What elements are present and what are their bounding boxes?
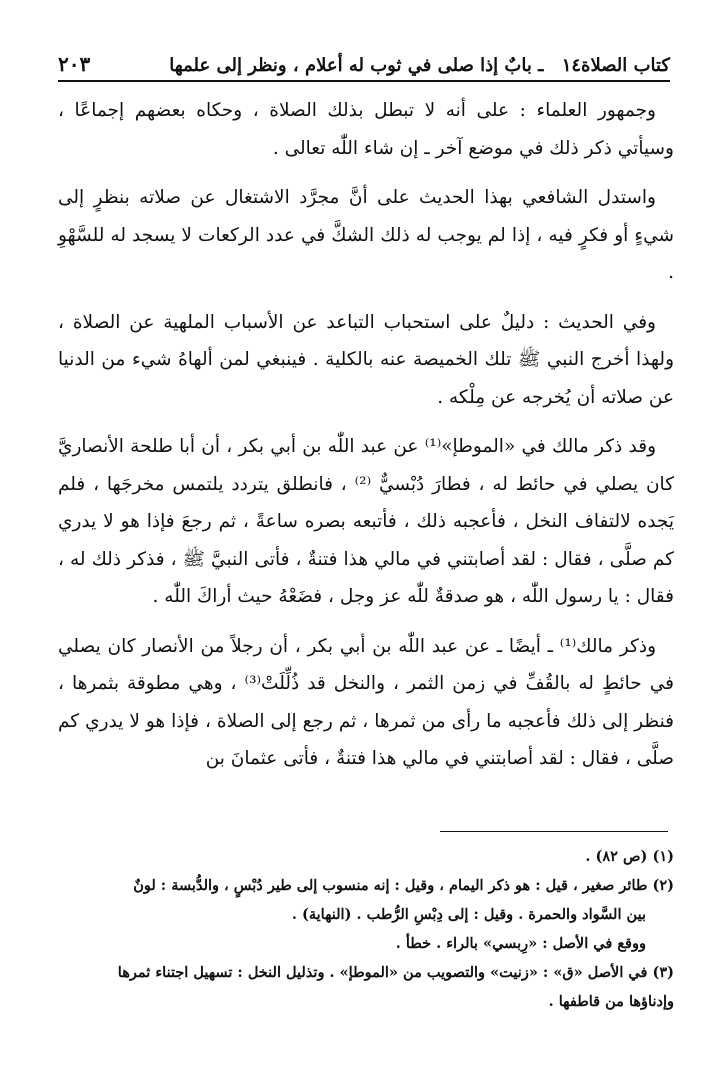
- book-title: كتاب الصلاة: [581, 55, 670, 76]
- footnote-2: (٢) طائر صغير ، قيل : هو ذكر اليمام ، وقيل : إنه منسوب إلى طير دُبْسٍ ، والدُّبسة : لونٌ: [133, 877, 674, 894]
- footnote-3: (٣) في الأصل «ق» : «زنيت» والتصويب من «الموطإ» . وتذليل النخل : تسهيل اجتناء ثمرها: [117, 964, 674, 981]
- footnotes: [58, 842, 674, 1016]
- footnote-2-continued: بين السَّواد والحمرة . وقيل : إلى دِبْسِ الرُّطب . (النهاية) .: [291, 906, 646, 923]
- running-title: [169, 55, 670, 76]
- chapter-title: ١٤ ـ بابٌ إذا صلى في ثوب له أعلام ، ونظر إلى علمها: [169, 55, 582, 76]
- main-text: [58, 92, 674, 790]
- running-header: [58, 44, 670, 76]
- footnote-1: (١) (ص ٨٢) .: [585, 848, 674, 865]
- page-number: ٢٠٣: [58, 52, 91, 76]
- paragraph: وذكر مالك⁽¹⁾ ـ أيضًا ـ عن عبد اللّٰه بن أبي بكر ، أن رجلاً من الأنصار كان يصلي في حائطٍ له بالقُفِّ في زمن الثمر ، والنخل قد ذُلِّلَتْ⁽³⁾ ، وهي مطوقة بثمرها ، فنظر إلى ذلك فأعجبه ما رأى من ثمرها ، ثم رجع إلى الصلاة ، فإذا هو لا يدري كم صلَّى ، فقال : لقد أصابتني في مالي هذا فتنةٌ ، فأتى عثمانَ بن: [58, 635, 674, 769]
- footnote-separator: [440, 831, 668, 832]
- paragraph: وجمهور العلماء : على أنه لا تبطل بذلك الصلاة ، وحكاه بعضهم إجماعًا ، وسيأتي ذكر ذلك في موضع آخر ـ إن شاء اللّٰه تعالى .: [58, 100, 674, 159]
- paragraph: واستدل الشافعي بهذا الحديث على أنَّ مجرَّد الاشتغال عن صلاته بنظرٍ إلى شيءٍ أو فكرٍ فيه ، إذا لم يوجب له ذلك الشكَّ في عدد الركعات لا يسجد له للسَّهْوِ .: [58, 187, 674, 283]
- footnote-2-note: ووقع في الأصل : «رِبسي» بالراء . خطأ .: [395, 935, 646, 952]
- header-rule: [58, 80, 670, 82]
- footnote-3-continued: وإدناؤها من قاطفها .: [548, 993, 674, 1010]
- paragraph: وفي الحديث : دليلٌ على استحباب التباعد عن الأسباب الملهية عن الصلاة ، ولهذا أخرج النبي ﷺ تلك الخميصة عنه بالكلية . فينبغي لمن ألهاهُ شيء من الدنيا عن صلاته أن يُخرجه عن مِلْكه .: [58, 311, 674, 408]
- paragraph: وقد ذكر مالك في «الموطإ»⁽¹⁾ عن عبد اللّٰه بن أبي بكر ، أن أبا طلحة الأنصاريَّ كان يصلي في حائط له ، فطارَ دُبْسيٌّ ⁽²⁾ ، فانطلق يتردد يلتمس مخرجَها ، فلم يَجده لالتفاف النخل ، فأعجبه ذلك ، فأتبعه بصره ساعةً ، ثم رجعَ فإذا هو لا يدري كم صلَّى ، فقال : لقد أصابتني في مالي هذا فتنةٌ ، فأتى النبيَّ ﷺ ، فذكر ذلك له ، فقال : يا رسول اللّٰه ، هو صدقةٌ للّٰه عز وجل ، فضَعْهُ حيث أراكَ اللّٰه .: [58, 436, 675, 607]
